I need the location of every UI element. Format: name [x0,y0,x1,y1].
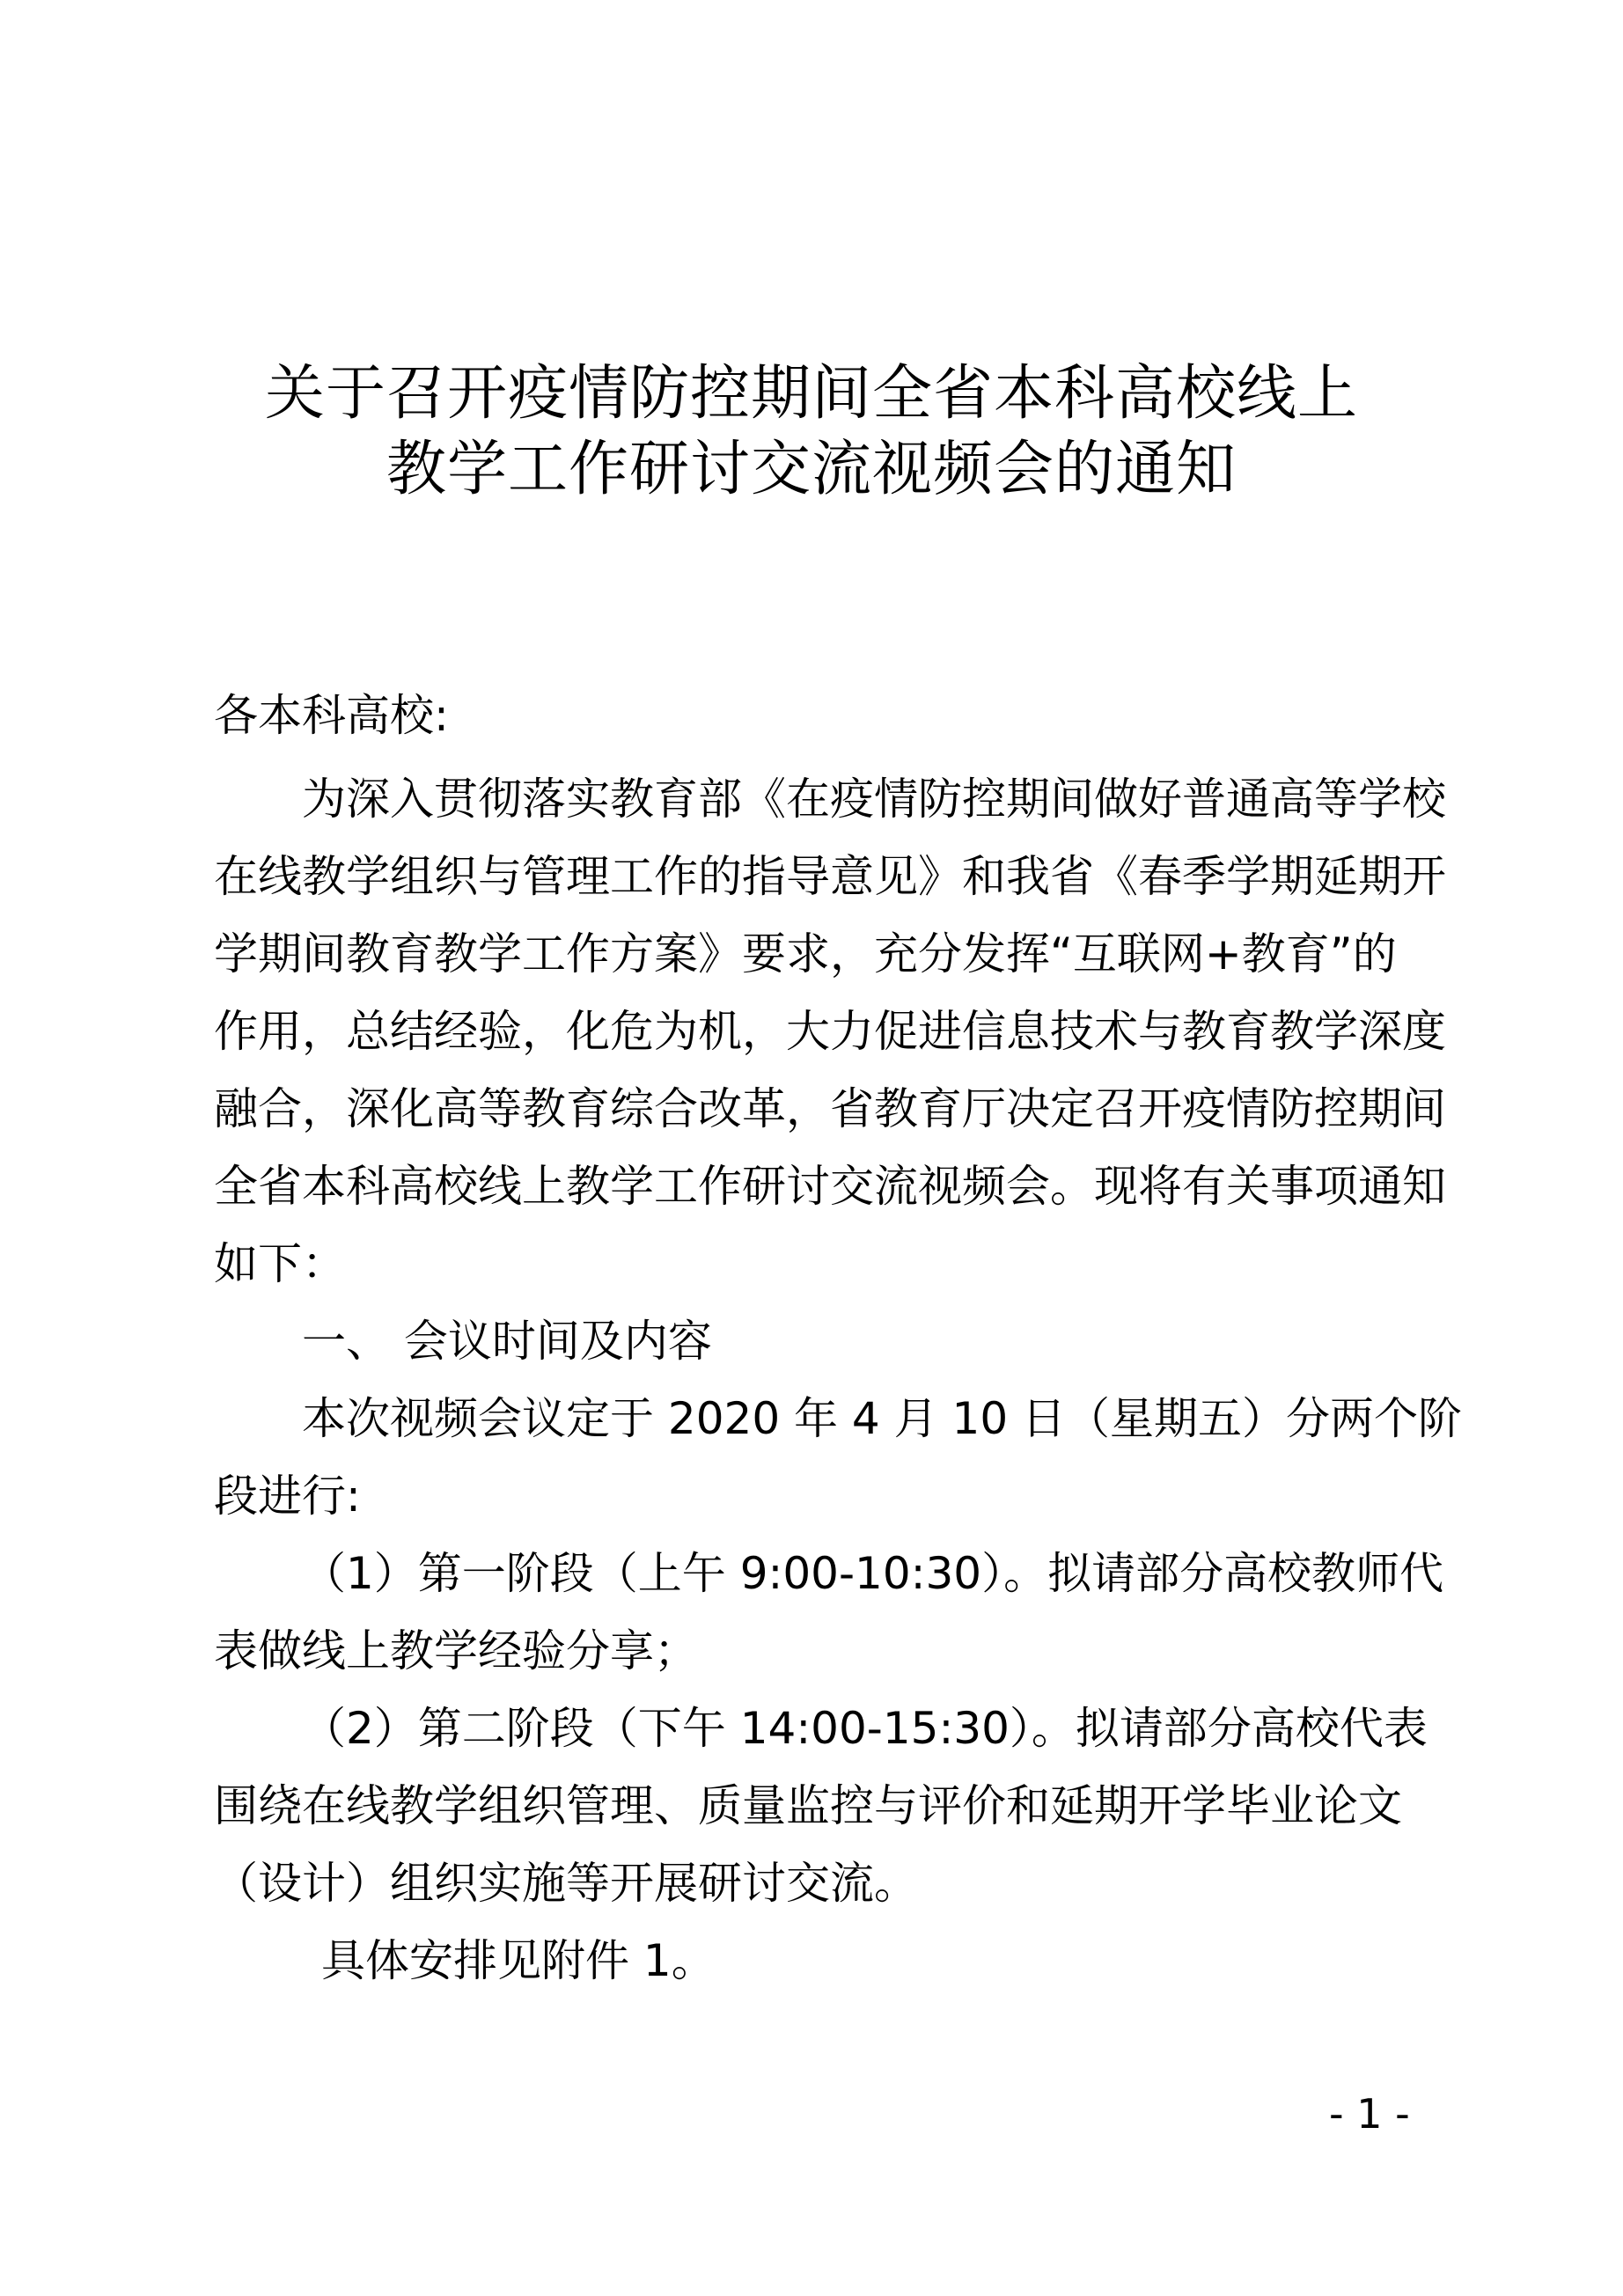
list-item-line: （设计）组织实施等开展研讨交流。 [214,1858,918,1909]
list-item-line: （1）第一阶段（上午 9:00-10:30）。拟请部分高校教师代 [302,1548,1444,1599]
body-line: 在线教学组织与管理工作的指导意见》和我省《春季学期延期开 [214,851,1446,902]
body-line: 学期间教育教学工作方案》要求，充分发挥“互联网+教育”的 [214,928,1397,979]
list-item-line: 表做线上教学经验分享； [214,1625,698,1676]
body-line: 为深入贯彻落实教育部《在疫情防控期间做好普通高等学校 [302,774,1446,825]
body-line: 段进行: [214,1471,361,1522]
salutation: 各本科高校: [214,690,449,741]
section-heading: 一、 会议时间及内容 [302,1316,712,1367]
body-line: 融合，深化高等教育综合改革，省教育厅决定召开疫情防控期间 [214,1083,1446,1134]
body-line: 全省本科高校线上教学工作研讨交流视频会。现将有关事项通知 [214,1161,1446,1212]
page-number: - 1 - [1329,2090,1410,2138]
list-item-line: （2）第二阶段（下午 14:00-15:30）。拟请部分高校代表 [302,1703,1428,1754]
body-line: 作用，总结经验，化危为机，大力促进信息技术与教育教学深度 [214,1006,1446,1057]
body-line: 本次视频会议定于 2020 年 4 月 10 日（星期五）分两个阶 [302,1393,1463,1444]
body-line: 具体安排见附件 1。 [321,1935,716,1986]
document-title-line-2: 教学工作研讨交流视频会的通知 [386,435,1237,504]
list-item-line: 围绕在线教学组织管理、质量监控与评价和延期开学毕业论文 [214,1780,1402,1831]
body-line: 如下： [214,1238,346,1289]
document-title-line-1: 关于召开疫情防控期间全省本科高校线上 [264,359,1358,429]
